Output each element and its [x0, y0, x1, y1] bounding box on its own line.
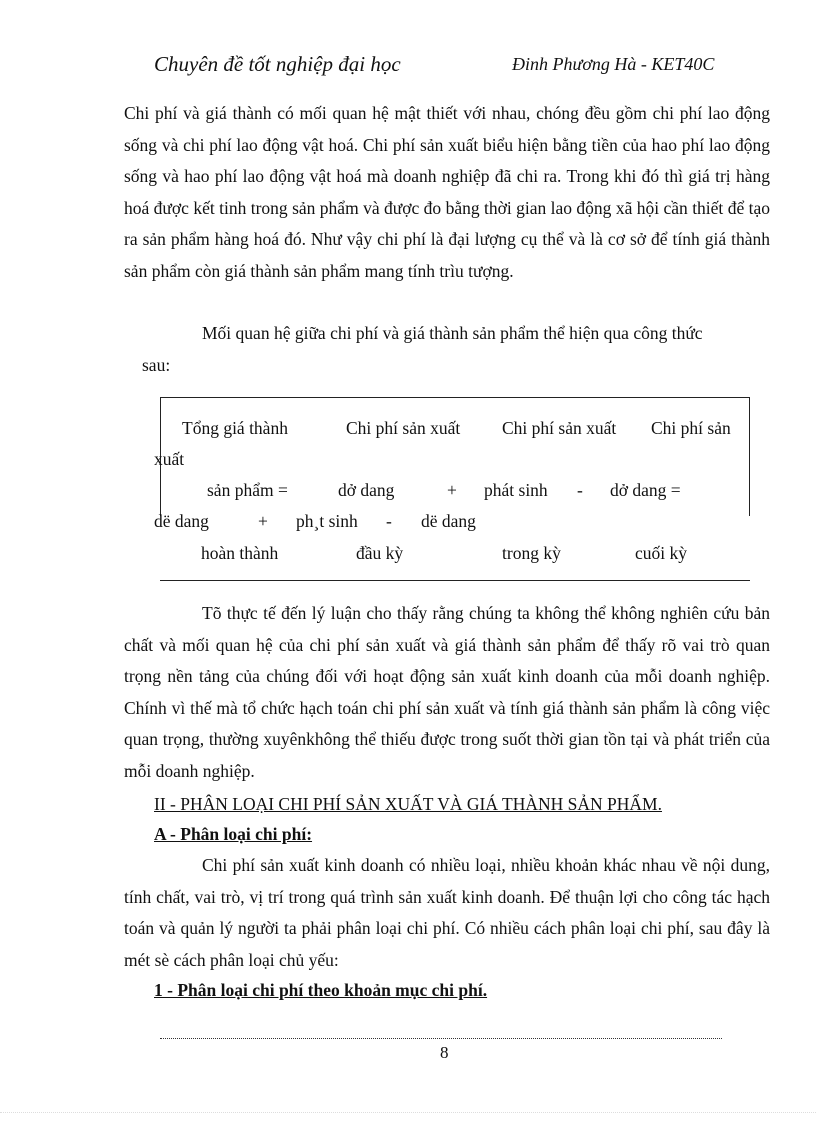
formula-term: xuất	[154, 449, 185, 469]
formula-term: dë dang	[154, 511, 209, 531]
formula-term: Tổng giá thành	[182, 418, 288, 438]
formula-term: trong kỳ	[502, 543, 561, 563]
formula-term: sản phẩm =	[207, 480, 288, 500]
section-heading: II - PHÂN LOẠI CHI PHÍ SẢN XUẤT VÀ GIÁ THÀNH SẢN PHẨM.	[154, 794, 662, 814]
formula-operator: +	[447, 480, 457, 500]
formula-operator: -	[386, 511, 392, 531]
footer-rule	[160, 1038, 722, 1039]
formula-intro-line: Mối quan hệ giữa chi phí và giá thành sản phẩm thể hiện qua công thức	[202, 323, 703, 343]
subsection-heading: A - Phân loại chi phí:	[154, 824, 313, 844]
formula-term: dë dang	[421, 511, 476, 531]
paragraph-cost-price-relation: Chi phí và giá thành có mối quan hệ mật thiết với nhau, chóng đều gồm chi phí lao động sống và chi phí lao động vật hoá. Chi phí sản xuất biểu hiện bằng tiền của hao phí lao động sống và hao phí lao động vật hoá mà doanh nghiệp đã chi ra. Trong khi đó thì giá trị hàng hoá được kết tinh trong sản phẩm và được đo bằng thời gian lao động xã hội cần thiết để tạo ra sản phẩm hàng hoá đó. Như vậy chi phí là đại lượng cụ thể và là cơ sở để tính giá thành sản phẩm còn giá thành sản phẩm mang tính trìu tượng.	[124, 103, 770, 281]
formula-term: Chi phí sản	[651, 418, 731, 438]
page-header-right: Đinh Phương Hà - KET40C	[512, 54, 715, 74]
formula-term: dở dang	[338, 480, 395, 500]
formula-term: hoàn thành	[201, 543, 279, 563]
formula-operator: -	[577, 480, 583, 500]
subsubsection-heading: 1 - Phân loại chi phí theo khoản mục chi phí.	[154, 980, 488, 1000]
formula-term: cuối kỳ	[635, 543, 688, 563]
formula-term: ph¸t sinh	[296, 511, 358, 531]
paragraph-formula-intro	[124, 318, 770, 381]
formula-term: dở dang =	[610, 480, 681, 500]
formula-term: Chi phí sản xuất	[346, 418, 461, 438]
formula-intro-line-end: sau:	[142, 354, 171, 375]
page-number: 8	[440, 1043, 449, 1062]
formula-term: đầu kỳ	[356, 543, 404, 563]
page-header-left: Chuyên đề tốt nghiệp đại học	[154, 52, 401, 76]
formula-operator: +	[258, 511, 268, 531]
formula-term: Chi phí sản xuất	[502, 418, 617, 438]
formula-bottom-rule	[160, 580, 750, 581]
page-edge	[0, 1112, 816, 1113]
paragraph-cost-classification: Chi phí sản xuất kinh doanh có nhiều loại, nhiều khoản khác nhau về nội dung, tính chất, vai trò, vị trí trong quá trình sản xuất kinh doanh. Để thuận lợi cho công tác hạch toán và quản lý người ta phải phân loại chi phí. Có nhiều cách phân loại chi phí, sau đây là mét sè cách phân loại chủ yếu:	[124, 855, 770, 970]
formula-term: phát sinh	[484, 480, 548, 500]
paragraph-theory-practice: Tõ thực tế đến lý luận cho thấy rằng chúng ta không thể không nghiên cứu bản chất và mối quan hệ của chi phí sản xuất và giá thành sản phẩm để thấy rõ vai trò quan trọng nền tảng của chúng đối với hoạt động sản xuất kinh doanh của mỗi doanh nghiệp. Chính vì thế mà tổ chức hạch toán chi phí sản xuất và tính giá thành sản phẩm là công việc quan trọng, thường xuyênkhông thể thiếu được trong suốt thời gian tồn tại và phát triển của mỗi doanh nghiệp.	[124, 603, 770, 781]
